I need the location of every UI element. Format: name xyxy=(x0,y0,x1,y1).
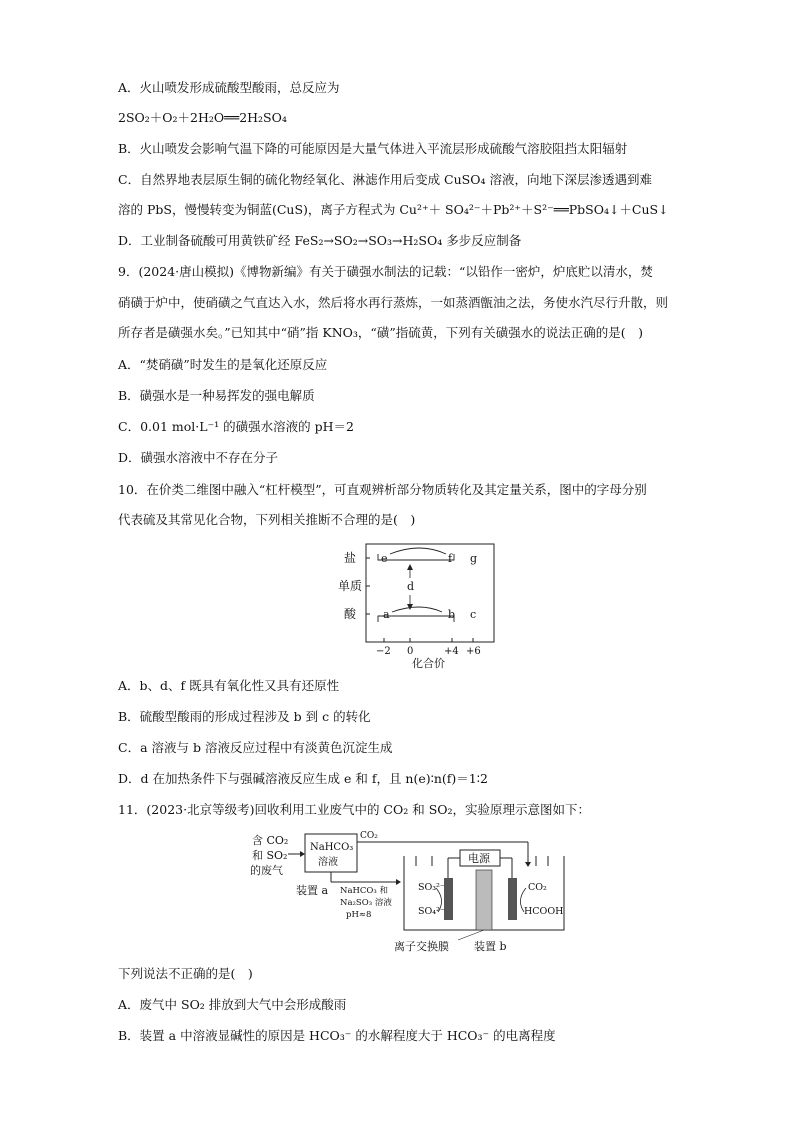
y-label-acid: 酸 xyxy=(344,607,357,621)
so4-label: SO₄²⁻ xyxy=(418,906,445,917)
point-b: b xyxy=(448,608,456,621)
solution-label-2: Na₂SO₃ 溶液 xyxy=(340,898,392,908)
left-electrode xyxy=(444,878,453,920)
co2-right-label: CO₂ xyxy=(528,882,547,893)
device-a-label: 装置 a xyxy=(296,884,329,897)
point-f: f xyxy=(448,552,453,565)
q10-option-a: A．b、d、f 既具有氧化性又具有还原性 xyxy=(118,678,340,693)
x-tick-minus2: −2 xyxy=(376,646,391,657)
q10-option-d: D．d 在加热条件下与强碱溶液反应生成 e 和 f，且 n(e)∶n(f)＝1∶2 xyxy=(118,771,488,786)
question-9-line-3: 所存者是磺强水矣。”已知其中“硝”指 KNO₃，“磺”指硫黄，下列有关磺强水的说法正确的是( ) xyxy=(118,325,643,340)
q9-option-c: C．0.01 mol·L⁻¹ 的磺强水溶液的 pH＝2 xyxy=(118,419,354,434)
q9-option-b: B．磺强水是一种易挥发的强电解质 xyxy=(118,388,315,403)
membrane-label: 离子交换膜 xyxy=(394,940,449,953)
option-b-line: B．火山喷发会影响气温下降的可能原因是大量气体进入平流层形成硫酸气溶胶阻挡太阳辐射 xyxy=(118,141,628,156)
q11-option-b: B．装置 a 中溶液显碱性的原因是 HCO₃⁻ 的水解程度大于 HCO₃⁻ 的电离程度 xyxy=(118,1028,556,1043)
point-a: a xyxy=(383,608,390,621)
question-10-line-2: 代表硫及其常见化合物，下列相关推断不合理的是( ) xyxy=(118,512,416,527)
q10-option-c: C．a 溶液与 b 溶液反应过程中有淡黄色沉淀生成 xyxy=(118,740,393,755)
box-label-1: NaHCO₃ xyxy=(310,842,354,853)
question-11-prompt: 下列说法不正确的是( ) xyxy=(118,966,253,981)
point-c: c xyxy=(470,608,477,621)
y-label-element: 单质 xyxy=(338,579,363,593)
inlet-label-2: 和 SO₂ xyxy=(252,849,288,862)
right-electrode xyxy=(508,878,517,920)
solution-label-3: pH≈8 xyxy=(346,910,372,920)
option-d-line: D．工业制备硫酸可用黄铁矿经 FeS₂→SO₂→SO₃→H₂SO₄ 多步反应制备 xyxy=(118,233,522,248)
inlet-label-3: 的废气 xyxy=(250,864,283,877)
q9-option-d: D．磺强水溶液中不存在分子 xyxy=(118,450,279,465)
co2-top-label: CO₂ xyxy=(360,831,378,841)
question-9-line-1: 9．(2024·唐山模拟)《博物新编》有关于磺强水制法的记载：“以铅作一密炉，炉底贮以清水，焚 xyxy=(118,264,653,279)
question-11-line-1: 11．(2023·北京等级考)回收利用工业废气中的 CO₂ 和 SO₂，实验原理示意图如下： xyxy=(118,802,591,817)
option-a-equation: 2SO₂＋O₂＋2H₂O══2H₂SO₄ xyxy=(118,110,287,125)
x-tick-plus6: +6 xyxy=(466,646,481,657)
option-a-line-1: A．火山喷发形成硫酸型酸雨，总反应为 xyxy=(118,80,340,95)
solution-label-1: NaHCO₃ 和 xyxy=(340,886,388,896)
apparatus-diagram xyxy=(248,826,588,956)
point-e: e xyxy=(381,552,388,565)
y-label-salt: 盐 xyxy=(344,551,357,565)
x-axis-title: 化合价 xyxy=(412,657,445,670)
option-c-line-2: 溶的 PbS，慢慢转变为铜蓝(CuS)，离子方程式为 Cu²⁺＋ SO₄²⁻＋Pb²⁺＋S²⁻══PbSO₄↓＋CuS↓ xyxy=(118,202,669,217)
x-tick-plus4: +4 xyxy=(444,646,459,657)
valence-class-diagram xyxy=(330,540,500,670)
q10-option-b: B．硫酸型酸雨的形成过程涉及 b 到 c 的转化 xyxy=(118,709,371,724)
device-b-label: 装置 b xyxy=(474,940,507,953)
point-d: d xyxy=(407,580,415,593)
question-10-line-1: 10．在价类二维图中融入“杠杆模型”，可直观辨析部分物质转化及其定量关系，图中的字母分别 xyxy=(118,482,647,497)
option-c-line-1: C．自然界地表层原生铜的硫化物经氧化、淋滤作用后变成 CuSO₄ 溶液，向地下深层渗透遇到难 xyxy=(118,172,652,187)
point-g: g xyxy=(470,552,478,565)
inlet-label-1: 含 CO₂ xyxy=(252,834,289,847)
q11-option-a: A．废气中 SO₂ 排放到大气中会形成酸雨 xyxy=(118,997,347,1012)
question-9-line-2: 硝磺于炉中，使硝磺之气直达入水，然后将水再行蒸炼，一如蒸酒甑油之法，务使水汽尽行升散，则 xyxy=(118,295,669,310)
box-label-2: 溶液 xyxy=(318,857,338,868)
power-label: 电源 xyxy=(468,852,490,865)
so3-label: SO₃²⁻ xyxy=(418,882,445,893)
ion-exchange-membrane xyxy=(476,870,492,930)
hcooh-label: HCOOH xyxy=(524,906,564,917)
x-tick-0: 0 xyxy=(407,646,414,657)
q9-option-a: A．“焚硝磺”时发生的是氧化还原反应 xyxy=(118,357,328,372)
